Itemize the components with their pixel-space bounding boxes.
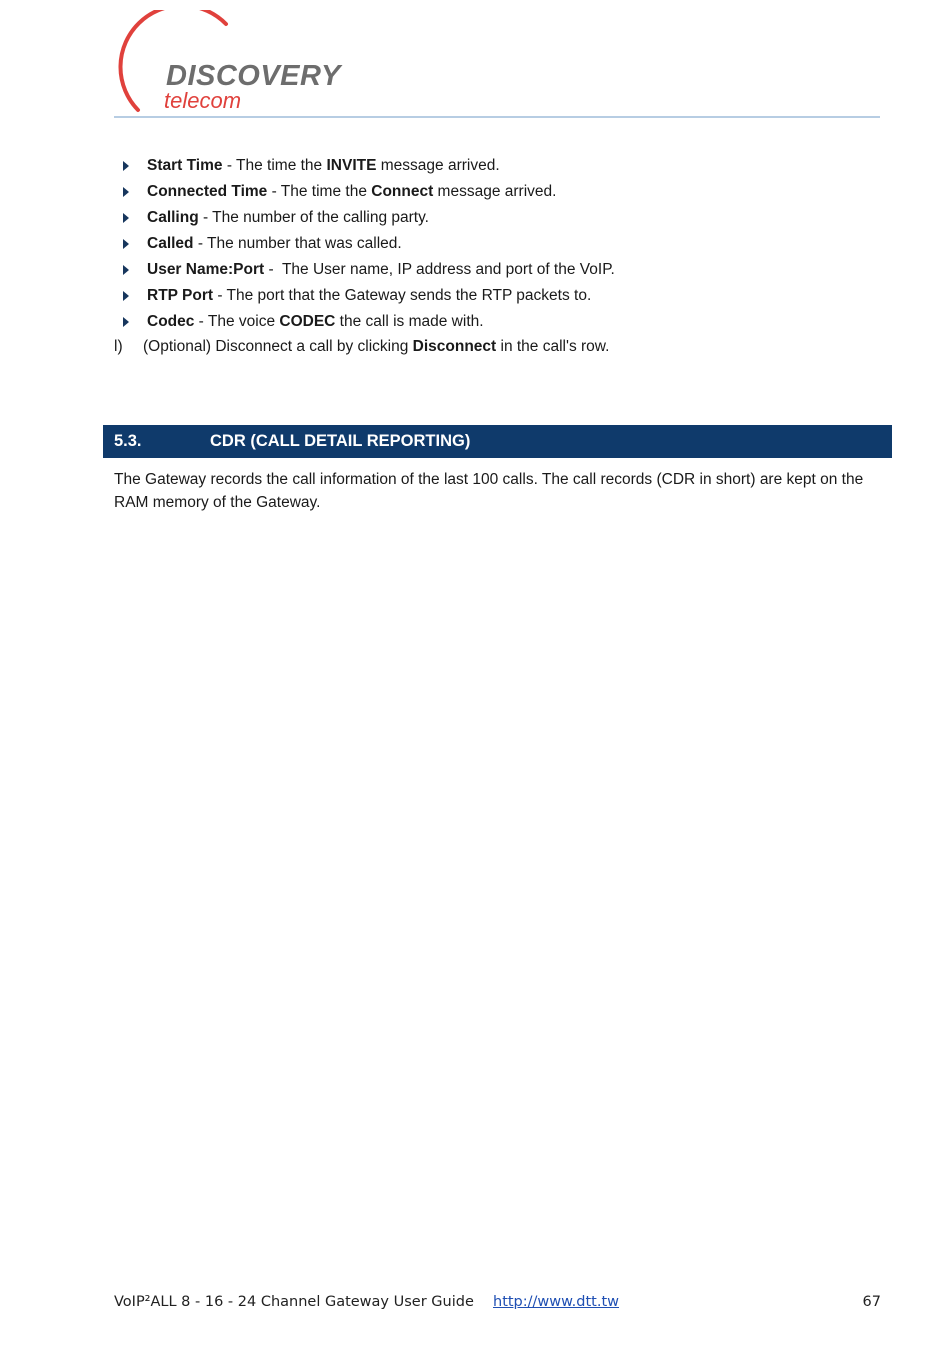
company-logo (118, 10, 368, 116)
page-number: 67 (862, 1294, 881, 1310)
list-item: Calling - The number of the calling party. (120, 205, 880, 231)
bullet-arrow-icon (123, 291, 129, 301)
bullet-arrow-icon (123, 213, 129, 223)
bullet-arrow-icon (123, 239, 129, 249)
footer-link[interactable]: http://www.dtt.tw (493, 1294, 620, 1310)
list-item: Codec - The voice CODEC the call is made with. (120, 309, 880, 335)
list-item: Connected Time - The time the Connect message arrived. (120, 179, 880, 205)
list-item: User Name:Port - The User name, IP address and port of the VoIP. (120, 257, 880, 283)
field-list (120, 153, 880, 335)
step-item (114, 338, 609, 356)
footer-guide-title: VoIP²ALL 8 - 16 - 24 Channel Gateway User Guide (114, 1294, 474, 1310)
list-item: Start Time - The time the INVITE message arrived. (120, 153, 880, 179)
header-divider (114, 116, 880, 118)
step-text: (Optional) Disconnect a call by clicking Disconnect in the call's row. (143, 338, 610, 355)
bullet-arrow-icon (123, 317, 129, 327)
section-number: 5.3. (114, 432, 142, 450)
section-title: CDR (CALL DETAIL REPORTING) (210, 432, 471, 450)
step-number: l) (114, 338, 123, 355)
bullet-arrow-icon (123, 265, 129, 275)
bullet-arrow-icon (123, 161, 129, 171)
bullet-arrow-icon (123, 187, 129, 197)
list-item: Called - The number that was called. (120, 231, 880, 257)
logo-sub: telecom (164, 88, 242, 113)
section-heading (103, 425, 892, 458)
logo-brand: DISCOVERY (166, 60, 341, 92)
page-footer (114, 1294, 881, 1314)
body-paragraph: The Gateway records the call information of the last 100 calls. The call records (CDR in short) are kept on the RAM memory of the Gateway. (114, 471, 864, 511)
list-item: RTP Port - The port that the Gateway sends the RTP packets to. (120, 283, 880, 309)
